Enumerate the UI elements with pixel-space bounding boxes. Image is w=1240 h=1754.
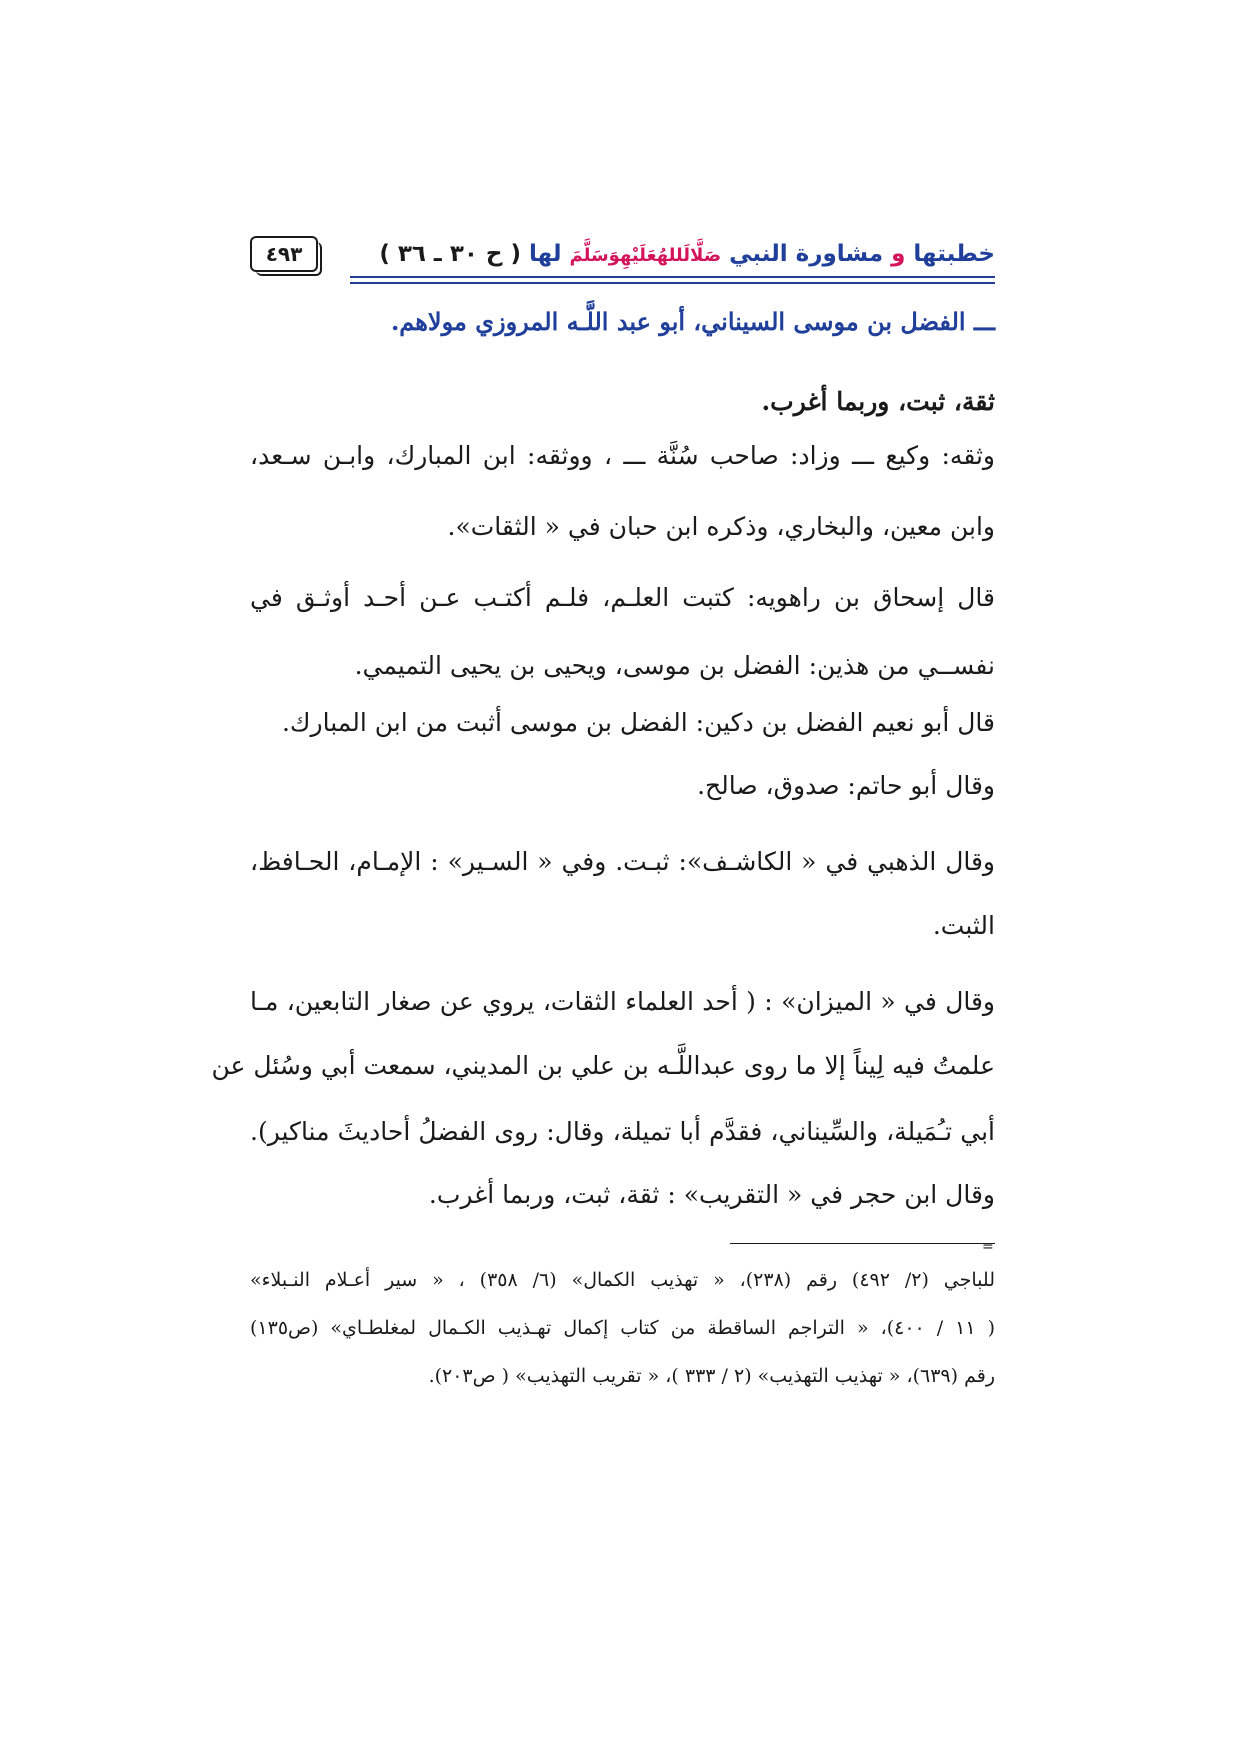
running-title [379, 234, 995, 276]
narrator-heading: ـــ الفضل بن موسى السيناني، أبو عبد اللَّـه المروزي مولاهم. [390, 307, 995, 336]
narrator-verdict: ثقة، ثبت، وربما أغرب. [761, 387, 995, 416]
footnote-continuation-mark: = [982, 1239, 994, 1255]
body-line: نفســي من هذين: الفضل بن موسى، ويحيى بن يحيى التميمي. [354, 651, 995, 680]
title-rest: مشاورة النبي [729, 241, 884, 267]
title-end: لها [529, 241, 562, 267]
section-range: ( ح ٣٠ ـ ٣٦ ) [379, 241, 521, 267]
footnote-line: ( ١١ / ٤٠٠)، « التراجم الساقطة من كتاب إكمال تهـذيب الكـمال لمغلطـاي» (ص١٣٥) [250, 1317, 996, 1339]
header-rule-bottom [350, 282, 995, 284]
title-main: خطبتها [913, 241, 995, 267]
body-line: وقال أبو حاتم: صدوق، صالح. [697, 771, 995, 800]
honorific-phrase: صَلَّالَللهُعَلَيْهِوَسَلَّمَ [569, 245, 722, 266]
page-number-box: ٤٩٣ [250, 236, 318, 272]
body-line: علمتُ فيه لِيناً إلا ما روى عبداللَّـه بن علي بن المديني، سمعت أبي وسُئل عن [211, 1051, 995, 1080]
body-line: وقال في « الميزان» : ( أحد العلماء الثقات، يروي عن صغار التابعين، مـا [250, 987, 995, 1016]
footnote-line: للباجي (٢/ ٤٩٢) رقم (٢٣٨)، « تهذيب الكمال» (٦/ ٣٥٨) ، « سير أعـلام النـبلاء» [250, 1269, 995, 1291]
body-line: قال أبو نعيم الفضل بن دكين: الفضل بن موسى أثبت من ابن المبارك. [281, 708, 995, 737]
footnote-line: رقم (٦٣٩)، « تهذيب التهذيب» (٢ / ٣٣٣ )، « تقريب التهذيب» ( ص٢٠٣). [428, 1365, 995, 1387]
body-line: وقال الذهبي في « الكاشـف»: ثبـت. وفي « السـير» : الإمـام، الحـافظ، [250, 847, 995, 876]
body-line: الثبت. [932, 911, 995, 940]
body-line: قال إسحاق بن راهويه: كتبت العلـم، فلـم أكتـب عـن أحـد أوثـق في [250, 583, 995, 612]
page-header [250, 234, 995, 290]
body-line: وثقه: وكيع ـــ وزاد: صاحب سُنَّة ـــ ، ووثقه: ابن المبارك، وابـن سـعد، [250, 441, 995, 470]
body-line: أبي تـُمَيلة، والسِّيناني، فقدَّم أبا تميلة، وقال: روى الفضلُ أحاديثَ مناكير). [250, 1117, 995, 1146]
footnote-separator [730, 1243, 995, 1244]
title-conjunction: و [891, 241, 906, 267]
header-rule-top [350, 276, 995, 278]
body-line: وابن معين، والبخاري، وذكره ابن حبان في « الثقات». [447, 512, 995, 541]
body-line: وقال ابن حجر في « التقريب» : ثقة، ثبت، وربما أغرب. [428, 1180, 995, 1209]
